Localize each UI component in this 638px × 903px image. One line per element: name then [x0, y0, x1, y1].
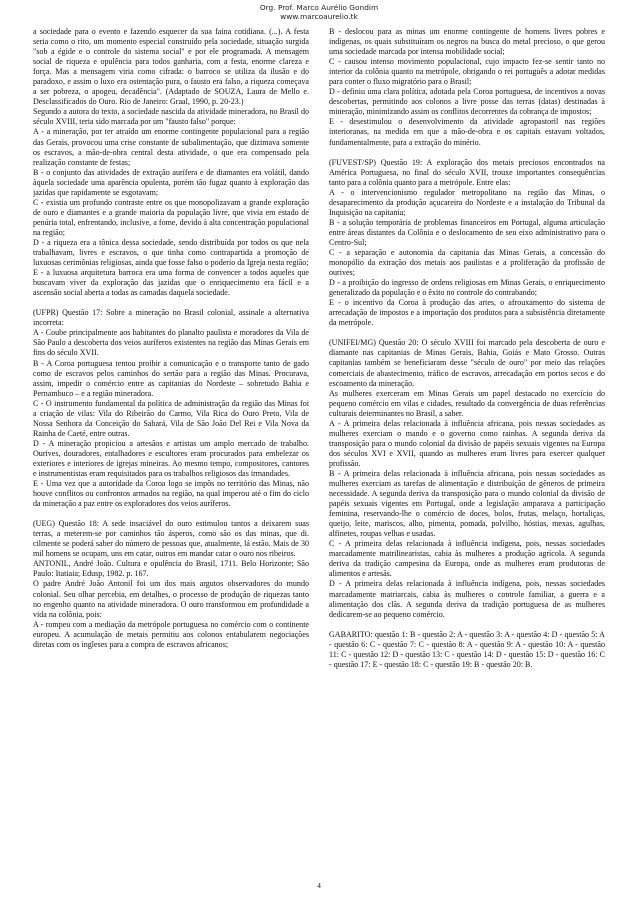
header-website: www.marcoaurelio.tk [280, 12, 358, 21]
text-paragraph: GABARITO: questão 1: B - questão 2: A - questão 3: A - questão 4: D - questão 5: A - questão 6: C - questão 7: C - questão 8: A - questão 9: A - questão 10: A - questão 11: C - questão 12: D - questão 13: C - questão 14: D - questão 15: D - questão 16: C - questão 17: E - questão 18: C - questão 19: B - questão 20: B. [329, 629, 605, 669]
right-text-column [329, 27, 605, 873]
text-paragraph: (FUVEST/SP) Questão 19: A exploração dos metais preciosos encontrados na América Portuguesa, no final do século XVII, trouxe importantes consequências tanto para a colônia quanto para a metrópole. Entre elas: [329, 157, 605, 187]
text-paragraph: (UFPR) Questão 17: Sobre a mineração no Brasil colonial, assinale a alternativa incorreta: [33, 308, 309, 328]
text-paragraph: A - A primeira delas relacionada à influência africana, pois nessas sociedades as mulheres exerciam o mando e o governo como rainhas. A segunda deriva da transposição para o mundo colonial da divisão de papéis sexuais vigentes na Europa dos séculos XVI e XVII, quando as mulheres eram livres para exercer qualquer profissão. [329, 418, 605, 468]
text-paragraph: A - rompeu com a mediação da metrópole portuguesa no comércio com o continente europeu. A acumulação de metais permitiu aos colonos entabularem negociações diretas com os ingleses para a compra de escravos africanos; [33, 619, 309, 649]
text-paragraph: A - a mineração, por ter atraído um enorme contingente populacional para a região das Gerais, provocou uma crise constante de subalimentação, que dizimava somente os escravos, a mão-de-obra central desta atividade, o que era compensado pela realização constante de festas; [33, 127, 309, 167]
page-header [0, 3, 638, 21]
text-paragraph: A - Coube principalmente aos habitantes do planalto paulista e moradores da Vila de São Paulo a descoberta dos veios auríferos existentes na região das Minas Gerais em fins do século XVII. [33, 328, 309, 358]
paragraph-spacer [329, 328, 605, 338]
text-paragraph: E - a luxuosa arquitetura barroca era uma forma de convencer a todos aqueles que buscavam viver da exploração das jazidas que o enriquecimento era fácil e a ascensão social aberta a todas as camadas daquela sociedade. [33, 268, 309, 298]
text-paragraph: Segundo a autora do texto, a sociedade nascida da atividade mineradora, no Brasil do século XVIII, teria sido marcada por um "fausto falso" porque: [33, 107, 309, 127]
text-paragraph: B - A Coroa portuguesa tentou proibir a comunicação e o transporte tanto de gado como de escravos pelos caminhos do sertão para a região das Minas. Procurava, assim, impedir o comércio entre as capitanias do Nordeste – sobretudo Bahia e Pernambuco – e a região mineradora. [33, 358, 309, 398]
paragraph-spacer [33, 298, 309, 308]
text-paragraph: D - A mineração propiciou a artesãos e artistas um amplo mercado de trabalho. Ourives, douradores, entalhadores e escultores eram procurados para embelezar os exteriores e interiores de igrejas mineiras. Ao mesmo tempo, compositores, cantores e instrumentistas eram requisitados para os trabalhos religiosos das irmandades. [33, 438, 309, 479]
text-paragraph: E - o incentivo da Coroa à produção das artes, o afrouxamento do sistema de arrecadação de impostos e a importação dos produtos para a subsistência diretamente da metrópole. [329, 298, 605, 328]
text-paragraph: (UNIFEI/MG) Questão 20: O século XVIII foi marcado pela descoberta de ouro e diamante nas capitanias de Minas Gerais, Bahia, Goiás e Mato Grosso. Outras capitanias também se beneficiaram desse "século de ouro" por meio das relações comerciais de abastecimento, tráfico de escravos, arrecadação em portos secos e do escoamento da mineração. [329, 338, 605, 388]
text-paragraph: O padre André João Antonil foi um dos mais argutos observadores do mundo colonial. Seu olhar percebia, em detalhes, o processo de produção de riquezas tanto no engenho quanto na atividade mineradora. O ouro transformou em profundidade a vida na colônia, pois: [33, 579, 309, 619]
text-paragraph: a sociedade para o evento e fazendo esquecer da sua faina cotidiana. (...). A festa seria como o rito, um momento especial construído pela sociedade, situação surgida "sob a égide e o controle do sistema social" e por ele programada. A mensagem social de riqueza e opulência para todos ganharia, com a festa, enorme clareza e força. Mas a mensagem viria como cifrada: o barroco se utiliza da ilusão e do paradoxo, e assim o luxo era ostentação pura, o fausto era falso, a riqueza começava a ser pobreza, o apogeu, decadência". (Adaptado de SOUZA, Laura de Mello e. Desclassificados do Ouro. Rio de Janeiro: Graal, 1990, p. 20-23.) [33, 27, 309, 107]
text-paragraph: D - A primeira delas relacionada à influência indígena, pois, nessas sociedades marcadamente matriarcais, cabia às mulheres o controle familiar, a guerra e a alimentação dos clãs. A segunda deriva da tradição portuguesa de as mulheres dedicarem-se ao pequeno comércio. [329, 579, 605, 619]
text-paragraph: C - a separação e autonomia da capitania das Minas Gerais, a concessão do monopólio da extração dos metais aos paulistas e a proliferação da profissão de ourives; [329, 247, 605, 278]
text-paragraph: B - o conjunto das atividades de extração aurífera e de diamantes era volátil, dando àquela sociedade uma aparência opulenta, porém tão fugaz quanto à exploração das jazidas que rapidamente se esgotavam; [33, 167, 309, 197]
page-number: 4 [317, 881, 321, 890]
text-paragraph: C - A primeira delas relacionada à influência indígena, pois, nessas sociedades marcadamente matrilinearistas, cabia às mulheres a produção agrícola. A segunda deriva da tradição campesina da Europa, onde as mulheres eram produtoras de alimentos e artesãs. [329, 539, 605, 579]
left-text-column [33, 27, 309, 873]
text-paragraph: D - a riqueza era a tônica dessa sociedade, sendo distribuída por todos os que nela trabalhavam, livres e escravos, o que tinha como contrapartida a promoção de luxuosas cerimônias religiosas, ainda que fosse falso o poderio da Igreja nesta região; [33, 237, 309, 268]
paragraph-spacer [329, 148, 605, 158]
text-paragraph: A - o intervencionismo regulador metropolitano na região das Minas, o desaparecimento da produção açucareira do Nordeste e a instalação do Tribunal da Inquisição na capitania; [329, 187, 605, 217]
text-paragraph: B - a solução temporária de problemas financeiros em Portugal, alguma articulação entre áreas distantes da Colônia e o deslocamento de seu eixo administrativo para o Centro-Sul; [329, 217, 605, 247]
header-author: Org. Prof. Marco Aurélio Gondim [259, 3, 379, 12]
text-paragraph: ANTONIL, André João. Cultura e opulência do Brasil, 1711. Belo Horizonte; São Paulo: Itatiaia; Edusp, 1982. p. 167. [33, 559, 309, 579]
text-paragraph: C - existia um profundo contraste entre os que monopolizavam a grande exploração de ouro e diamantes e a grande maioria da população livre, que vivia em estado de penúria total, enfrentando, inclusive, a fome, devido à alta concentração populacional na região; [33, 197, 309, 237]
text-paragraph: B - A primeira delas relacionada à influência africana, pois nessas sociedades as mulheres exerciam as tarefas de alimentação e distribuição de gêneros de primeira necessidade. A segunda deriva da transposição para o mundo colonial da divisão de papéis sexuais vigentes em Portugal, onde a legislação amparava a participação feminina, reservando-lhe o comércio de doces, bolos, frutas, melaço, hortaliças, queijo, leite, mariscos, alho, pimenta, pomada, polvilho, hóstias, mexas, agulhas, alfinetes, roupas velhas e usadas. [329, 468, 605, 539]
text-paragraph: D - definiu uma clara política, adotada pela Coroa portuguesa, de incentivos a novas descobertas, permitindo aos colonos a livre posse das terras (datas) destinadas à mineração, minimizando assim os conflitos decorrentes da cobrança de impostos; [329, 87, 605, 117]
text-paragraph: As mulheres exerceram em Minas Gerais um papel destacado no exercício do pequeno comércio em vilas e cidades, resultado da convergência de duas referências culturais determinantes no Brasil, a saber. [329, 388, 605, 418]
text-paragraph: C - O instrumento fundamental da política de administração da região das Minas foi a criação de vilas: Vila do Ribeirão do Carmo, Vila Rica do Ouro Preto, Vila de Nossa Senhora da Conceição do Sabará, Vila de São João Del Rei e Vila Nova da Rainha de Caeté, entre outras. [33, 398, 309, 438]
text-paragraph: E - desestimulou o desenvolvimento da atividade agropastoril nas regiões interioranas, na medida em que a mão-de-obra e os capitais estavam voltados, fundamentalmente, para a extração do minério. [329, 117, 605, 147]
text-paragraph: B - deslocou para as minas um enorme contingente de homens livres pobres e indígenas, os quais substituíram os negros na busca do metal precioso, o que gerou uma sociedade marcada por intensa mobilidade social; [329, 27, 605, 57]
text-paragraph: (UEG) Questão 18: A sede insaciável do ouro estimulou tantos a deixarem suas terras, a meterem-se por caminhos tão ásperos, como são os das minas, que di. cilmente se poderá saber do número de pessoas que, atualmente, lá estão. Mais de 30 mil homens se ocupam, uns em catar, outros em mandar catar o ouro nos ribeiros. [33, 519, 309, 559]
text-paragraph: E - Uma vez que a autoridade da Coroa logo se impôs no território das Minas, não houve conflitos ou confrontos armados na região, na qual imperou até o fim do ciclo da mineração a paz entre os exploradores dos veios auríferos. [33, 479, 309, 509]
paragraph-spacer [329, 620, 605, 630]
text-paragraph: C - causou intenso movimento populacional, cujo impacto fez-se sentir tanto no interior da colônia quanto na metrópole, obrigando o rei português a adotar medidas para conter o fluxo migratório para o Brasil; [329, 57, 605, 87]
text-paragraph: D - a proibição do ingresso de ordens religiosas em Minas Gerais, o enriquecimento generalizado da população e o êxito no controle do contrabando; [329, 278, 605, 298]
paragraph-spacer [33, 509, 309, 519]
